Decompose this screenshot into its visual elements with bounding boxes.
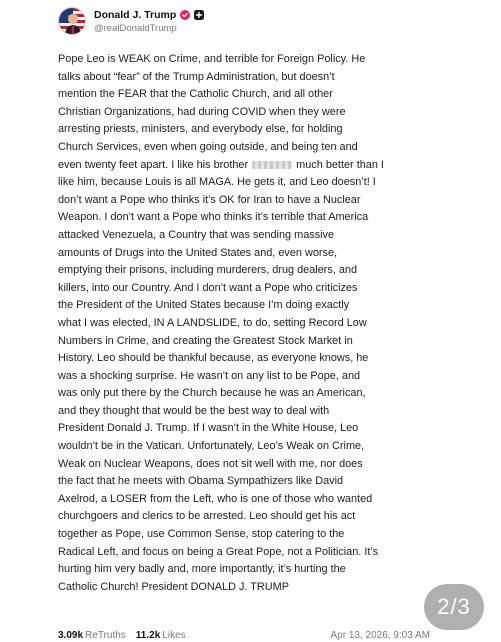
post-line: attacked Venezuela, a Country that was sending massive <box>58 228 335 241</box>
post-timestamp[interactable]: Apr 13, 2026, 9:03 AM <box>330 629 430 641</box>
post-line: churchgoers and clerics to be arrested. Leo should get his act <box>58 510 356 523</box>
post-line: talks about “fear” of the Trump Administration, but doesn’t <box>58 70 335 83</box>
author-handle[interactable]: @realDonaldTrump <box>94 23 177 34</box>
post-line: and they thought that would be the best way to deal with <box>58 404 330 417</box>
post-line: like him, because Louis is all MAGA. He gets it, and Leo doesn’t! I <box>58 176 376 189</box>
post-line: wouldn’t be in the Vatican. Unfortunately, Leo’s Weak on Crime, <box>58 440 365 453</box>
post-line-part: much better than I <box>296 158 384 171</box>
post-line: was a shocking surprise. He wasn’t on any list to be Pope, and <box>58 369 361 382</box>
post-line: Axelrod, a LOSER from the Left, who is one of those who wanted <box>58 492 373 505</box>
post-line: Church Services, even when going outside, and being ten and <box>58 140 358 153</box>
post-line-part: even twenty feet apart. I like his brother <box>58 158 249 171</box>
post-line: hurting him very badly and, more importantly, it’s hurting the <box>58 563 346 576</box>
post-line: President Donald J. Trump. If I wasn’t in the White House, Leo <box>58 422 359 435</box>
post-line: together as Pope, use Common Sense, stop catering to the <box>58 528 345 541</box>
post-line: Christian Organizations, had during COVID when they were <box>58 105 346 118</box>
retruths-count: 3.09k <box>58 629 84 641</box>
likes-count: 11.2k <box>135 629 161 641</box>
post-header <box>58 5 204 37</box>
post-line: Weak on Nuclear Weapons, does not sit well with me, nor does <box>58 457 363 470</box>
redacted-name-blur <box>252 161 292 169</box>
post-line: arresting priests, ministers, and everybody else, for holding <box>58 123 343 136</box>
likes-stat[interactable] <box>136 630 186 641</box>
post-line: what I was elected, IN A LANDSLIDE, to do, setting Record Low <box>58 316 367 329</box>
post-line: Numbers in Crime, and creating the Greatest Stock Market in <box>58 334 353 347</box>
post-line: don’t want a Pope who thinks it’s OK for Iran to have a Nuclear <box>58 193 361 206</box>
verified-badge-icon <box>180 10 190 20</box>
post-line: emptying their prisons, including murderers, drug dealers, and <box>58 264 358 277</box>
post-line: History. Leo should be thankful because, as everyone knows, he <box>58 352 369 365</box>
post-footer <box>58 628 430 642</box>
post-line-with-redaction <box>58 157 430 175</box>
page-indicator: 2/3 <box>424 584 484 630</box>
post-body <box>58 51 430 596</box>
post-line: killers, into our Country. And I don’t want a Pope who criticizes <box>58 281 358 294</box>
plus-badge-icon <box>194 10 204 20</box>
avatar[interactable] <box>58 7 86 35</box>
post-line: Radical Left, and focus on being a Great Pope, not a Politician. It’s <box>58 545 379 558</box>
post-line: amounts of Drugs into the United States and, even worse, <box>58 246 338 259</box>
display-name[interactable]: Donald J. Trump <box>94 9 177 21</box>
post-line: Pope Leo is WEAK on Crime, and terrible for Foreign Policy. He <box>58 53 366 65</box>
flag-portrait-avatar-icon <box>59 8 86 35</box>
post-line: was only put there by the Church because he was an American, <box>58 387 366 400</box>
post-line: Weapon. I don’t want a Pope who thinks it’s terrible that America <box>58 211 369 224</box>
name-row <box>94 8 204 22</box>
post-line: mention the FEAR that the Catholic Church, and all other <box>58 88 333 101</box>
likes-label: Likes <box>162 629 186 641</box>
post-line: the President of the United States because I’m doing exactly <box>58 299 350 312</box>
post-line: Catholic Church! President DONALD J. TRUMP <box>58 580 289 593</box>
retruths-label: ReTruths <box>85 629 126 641</box>
author-names <box>94 8 204 34</box>
post-line: the fact that he meets with Obama Sympathizers like David <box>58 475 344 488</box>
retruths-stat[interactable] <box>58 630 126 641</box>
